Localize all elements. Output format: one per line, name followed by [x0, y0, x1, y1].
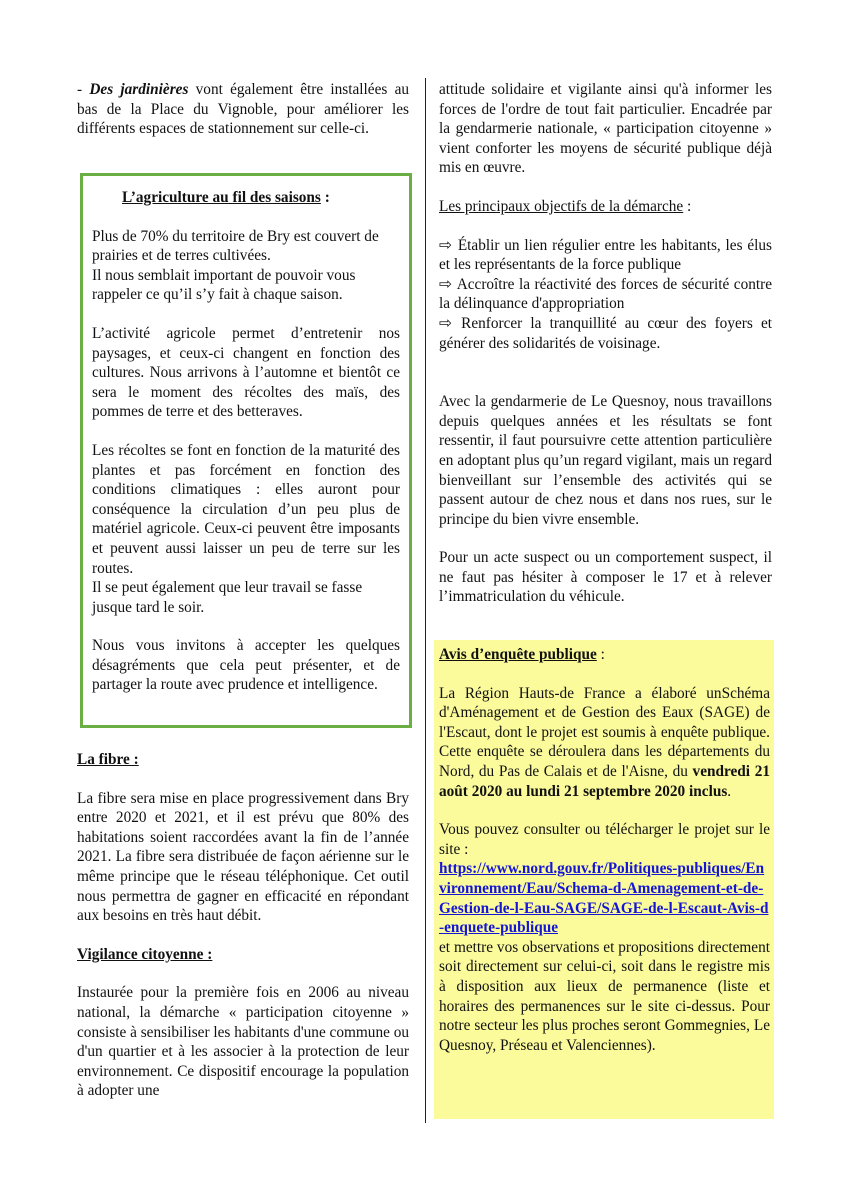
agriculture-title: L’agriculture au fil des saisons :: [122, 189, 330, 206]
arrow-right-icon: ⇨: [439, 314, 452, 332]
agriculture-paragraph-1: Plus de 70% du territoire de Bry est couvert de prairies et de terres cultivées.: [92, 227, 379, 265]
acte-suspect-paragraph: Pour un acte suspect ou un comportement suspect, il ne faut pas hésiter à composer le 17 et à relever l’immatriculation du véhicule.: [439, 549, 772, 606]
fibre-heading: La fibre :: [77, 751, 139, 768]
agriculture-paragraph-1b: Il nous semblait important de pouvoir vous rappeler ce qu’il s’y fait à chaque saison.: [92, 266, 356, 304]
left-column: [77, 80, 409, 139]
gendarmerie-paragraph: Avec la gendarmerie de Le Quesnoy, nous travaillons depuis quelques années et les résultats se font ressentir, il faut poursuivre cette attention particulière en adoptant plus qu’un regard vigilant, mais un regard bienveillant sur l’ensemble des activités qui se passent autour de chez nous et dans nos rues, sur le principe du bien vivre ensemble.: [439, 393, 772, 528]
left-lower-column: [77, 750, 409, 1101]
sage-escaut-link[interactable]: https://www.nord.gouv.fr/Politiques-publiques/Environnement/Eau/Schema-d-Amenagement-et-de-Gestion-de-l-Eau-SAGE/SAGE-de-l-Escaut-Avis-d-enquete-publique: [439, 860, 769, 937]
objectifs-heading: Les principaux objectifs de la démarche :: [439, 197, 692, 215]
vigilance-continued: attitude solidaire et vigilante ainsi qu'à informer les forces de l'ordre de tout fait particulier. Encadrée par la gendarmerie nationale, « participation citoyenne » vient conforter les moyens de sécurité publique déjà mis en œuvre.: [439, 81, 772, 177]
avis-paragraph-3: et mettre vos observations et propositions directement soit directement sur celui-ci, soit dans le registre mis à disposition aux lieux de permanence (liste et horaires des permanences sur le site ci-dessus. Pour notre secteur les plus proches seront Gommegnies, Le Quesnoy, Préseau et Valenciennes).: [439, 938, 770, 1054]
avis-enquete-box: [434, 640, 774, 1119]
right-column: [439, 80, 772, 607]
agriculture-paragraph-2: L’activité agricole permet d’entretenir nos paysages, et ceux-ci changent en fonction des cultures. Nous arrivons à l’automne et bientôt ce sera le moment des récoltes des maïs, des pommes de terre et des betteraves.: [92, 324, 400, 421]
agriculture-paragraph-4: Nous vous invitons à accepter les quelques désagréments que cela peut présenter, et de partager la route avec prudence et intelligence.: [92, 637, 400, 694]
jardinieres-emphasis: Des jardinières: [89, 81, 189, 98]
avis-paragraph-1: La Région Hauts-de France a élaboré unSchéma d'Aménagement et de Gestion des Eaux (SAGE) de l'Escaut, dont le projet est soumis à enquête publique. Cette enquête se déroulera dans les départements du Nord, du Pas de Calais et de l'Aisne, du vendredi 21 août 2020 au lundi 21 septembre 2020 inclus.: [439, 684, 770, 800]
vigilance-heading: Vigilance citoyenne :: [77, 945, 213, 963]
avis-dates: vendredi 21 août 2020 au lundi 21 septembre 2020 inclus: [439, 762, 770, 800]
arrow-right-icon: ⇨: [439, 275, 452, 293]
agriculture-paragraph-3: Les récoltes se font en fonction de la maturité des plantes et pas forcément en fonction des conditions climatiques : elles auront pour conséquence la circulation d’un peu plus de matériel agricole. Ceux-ci peuvent être imposants et peuvent aussi laisser un peu de terre sur les routes.: [92, 441, 400, 577]
agriculture-box: [80, 173, 412, 728]
objectif-item: ⇨ Renforcer la tranquillité au cœur des foyers et générer des solidarités de voisinage.: [439, 314, 772, 352]
avis-heading: Avis d’enquête publique :: [439, 646, 605, 663]
objectif-item: ⇨ Établir un lien régulier entre les habitants, les élus et les représentants de la force publique: [439, 236, 772, 274]
objectif-item: ⇨ Accroître la réactivité des forces de sécurité contre la délinquance d'appropriation: [439, 275, 772, 313]
avis-link[interactable]: [439, 859, 770, 937]
objectifs-list: [439, 236, 772, 354]
jardinieres-paragraph: - Des jardinières vont également être installées au bas de la Place du Vignoble, pour améliorer les différents espaces de stationnement sur celle-ci.: [77, 81, 410, 138]
agriculture-paragraph-3b: Il se peut également que leur travail se fasse jusque tard le soir.: [92, 579, 363, 616]
vigilance-body: Instaurée pour la première fois en 2006 au niveau national, la démarche « participation citoyenne » consiste à sensibiliser les habitants d'une commune ou d'un quartier et à les associer à la protection de leur environnement. Ce dispositif encourage la population à adopter une: [77, 984, 409, 1100]
arrow-right-icon: ⇨: [439, 236, 452, 254]
fibre-body: La fibre sera mise en place progressivement dans Bry entre 2020 et 2021, et il est prévu que 80% des habitations soient raccordées avant la fin de l’année 2021. La fibre sera distribuée de façon aérienne sur le même principe que le réseau téléphonique. Cet outil nous permettra de gagner en efficacité en répondant aux besoins en très haut débit.: [77, 789, 409, 925]
avis-paragraph-2: Vous pouvez consulter ou télécharger le projet sur le site :: [439, 821, 770, 858]
column-divider: [425, 78, 426, 1123]
